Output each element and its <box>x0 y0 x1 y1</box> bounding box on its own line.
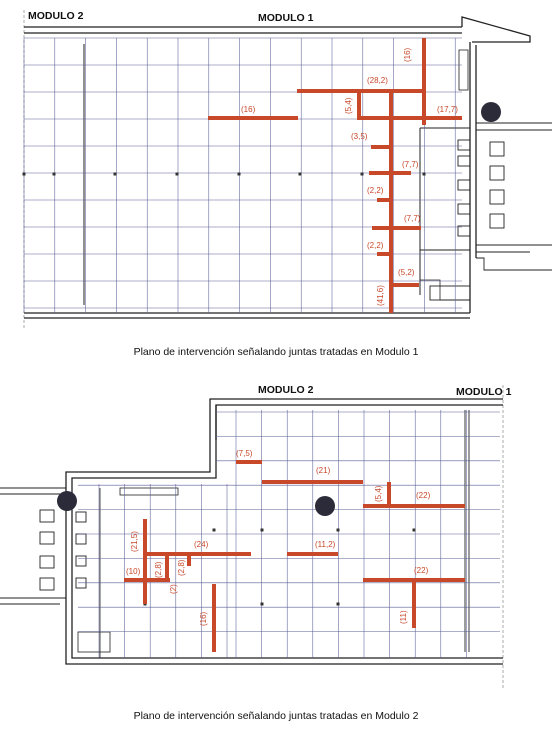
structural-column <box>213 529 216 532</box>
structural-column <box>261 529 264 532</box>
plan2-joint-labels <box>126 449 431 626</box>
plan1-walls <box>24 17 530 318</box>
plan-modulo-1 <box>23 10 552 330</box>
p1-label-16-top: (16) <box>403 47 412 62</box>
plan1-stair-block <box>430 123 552 300</box>
p1-label-7-7a: (7,7) <box>402 160 419 169</box>
p2-label-2-8b: (2,8) <box>177 559 186 576</box>
p2-label-5-4: (5,4) <box>374 485 383 502</box>
p2-label-2: (2) <box>169 584 178 594</box>
structural-column <box>238 173 241 176</box>
p2-label-22-top: (22) <box>416 491 431 500</box>
p2-label-21-5: (21,5) <box>130 531 139 552</box>
plan1-header-modulo-2: MODULO 2 <box>28 10 84 22</box>
plan2-grid <box>78 410 500 658</box>
p1-column-marker <box>481 102 501 122</box>
p2-label-21: (21) <box>316 466 331 475</box>
p2-label-11: (11) <box>399 610 408 624</box>
p1-label-16-mid: (16) <box>241 105 256 114</box>
p2-label-16: (16) <box>199 611 208 626</box>
structural-column <box>337 529 340 532</box>
p1-label-17-7: (17,7) <box>437 105 458 114</box>
p1-label-3-5: (3,5) <box>351 132 368 141</box>
plan2-treated-joints <box>124 462 465 652</box>
p1-label-5-2: (5,2) <box>398 268 415 277</box>
plan1-header-modulo-1: MODULO 1 <box>258 12 314 24</box>
structural-column <box>423 173 426 176</box>
structural-column <box>361 173 364 176</box>
p2-label-10: (10) <box>126 567 141 576</box>
p2-label-7-5: (7,5) <box>236 449 253 458</box>
p2-column-marker-left <box>57 491 77 511</box>
p1-label-28-2: (28,2) <box>367 76 388 85</box>
p2-label-24: (24) <box>194 540 209 549</box>
structural-column <box>23 173 26 176</box>
plan2-header-modulo-1: MODULO 1 <box>456 386 512 398</box>
structural-column <box>261 603 264 606</box>
p1-label-41-6: (41,6) <box>376 285 385 306</box>
plan-modulo-2 <box>0 384 512 690</box>
p1-label-7-7b: (7,7) <box>404 214 421 223</box>
structural-column <box>413 529 416 532</box>
structural-column <box>299 173 302 176</box>
structural-column <box>176 173 179 176</box>
structural-column <box>114 173 117 176</box>
p2-label-2-8: (2,8) <box>154 561 163 578</box>
p2-label-11-2: (11,2) <box>315 540 336 549</box>
p1-label-5-4: (5,4) <box>344 97 353 114</box>
p2-column-marker-center <box>315 496 335 516</box>
p1-label-2-2b: (2,2) <box>367 241 384 250</box>
p1-label-2-2a: (2,2) <box>367 186 384 195</box>
plan1-grid <box>24 38 462 313</box>
plan1-caption: Plano de intervención señalando juntas tratadas en Modulo 1 <box>133 346 419 358</box>
structural-column <box>53 173 56 176</box>
structural-column <box>337 603 340 606</box>
p2-label-22-bottom: (22) <box>414 566 429 575</box>
plan2-header-modulo-2: MODULO 2 <box>258 384 314 396</box>
plan2-caption: Plano de intervención señalando juntas tratadas en Modulo 2 <box>133 710 419 722</box>
